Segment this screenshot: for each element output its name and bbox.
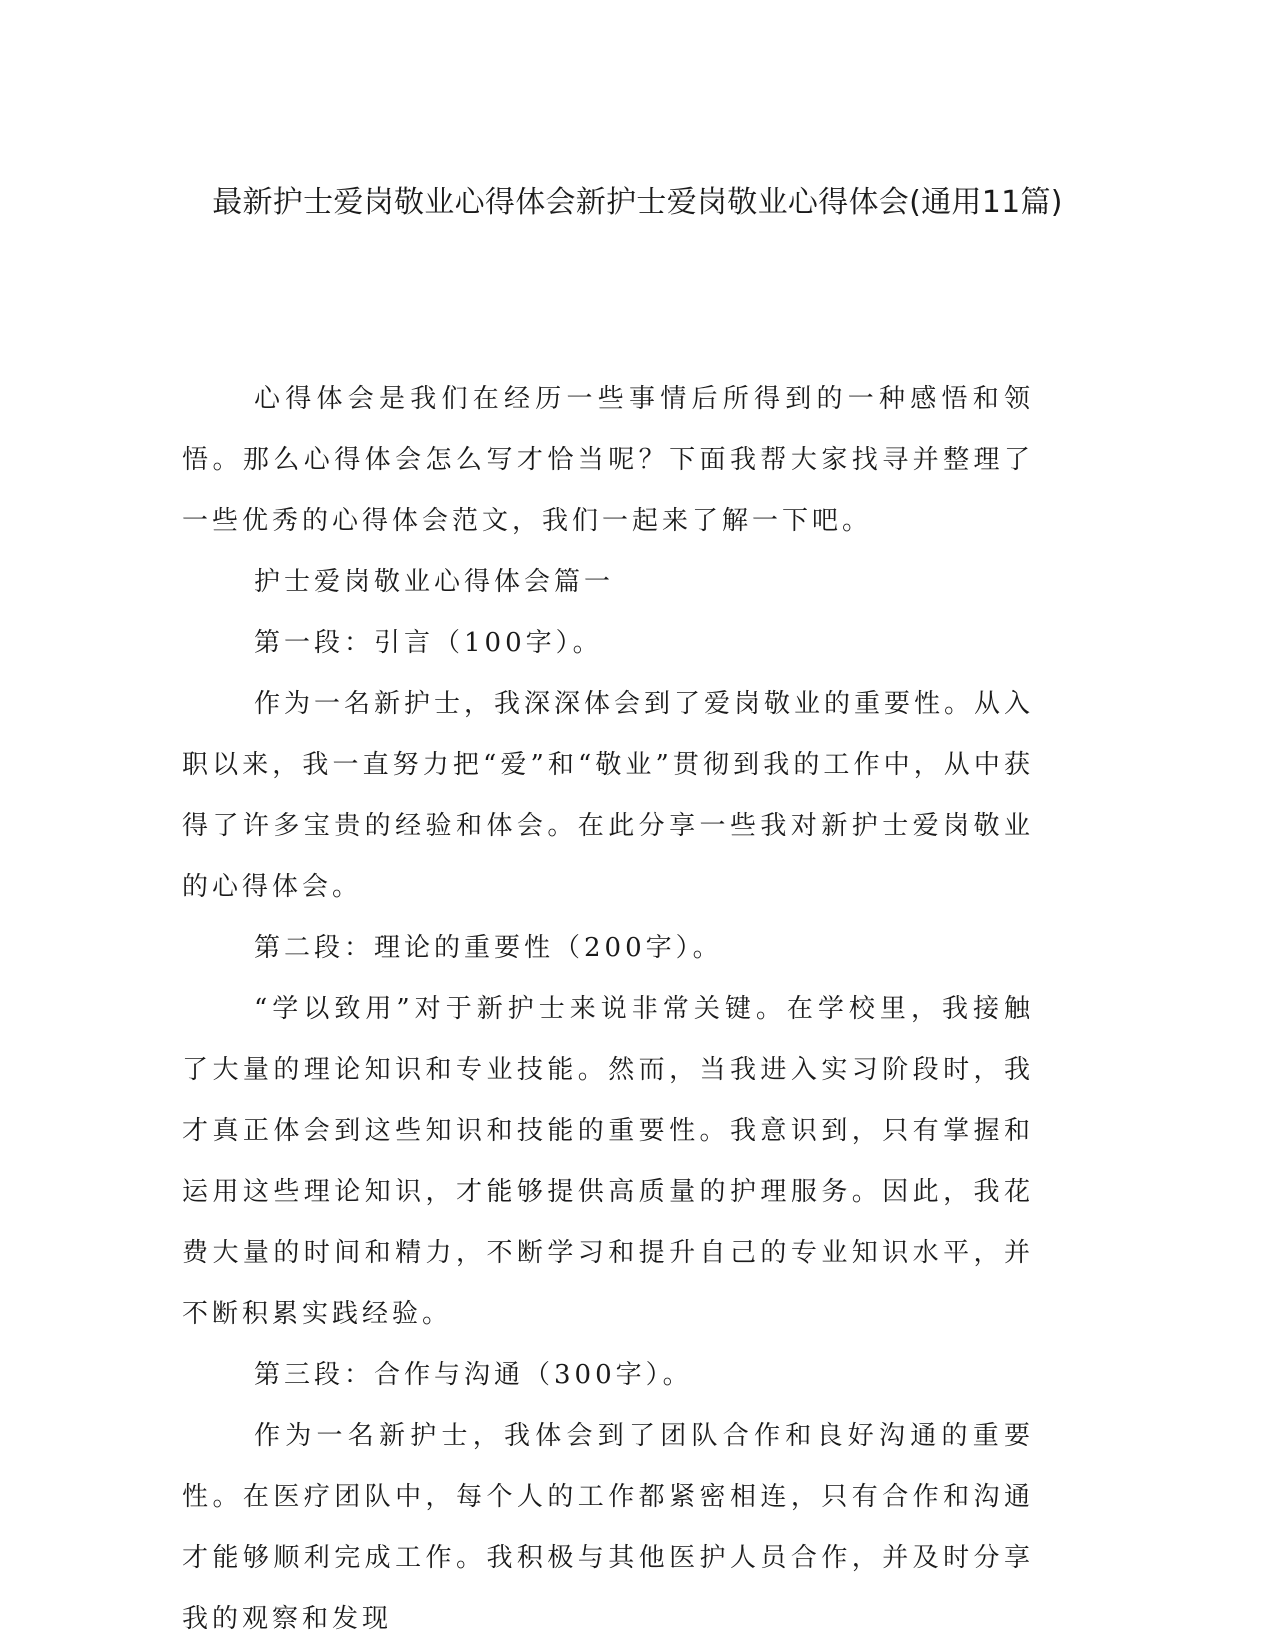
paragraph-3: 作为一名新护士，我体会到了团队合作和良好沟通的重要性。在医疗团队中，每个人的工作都紧密相连，只有合作和沟通才能够顺利完成工作。我积极与其他医护人员合作，并及时分享我的观察和发现	[182, 1421, 1034, 1634]
document-body	[182, 369, 1034, 1650]
section-heading-part-one: 护士爱岗敬业心得体会篇一	[254, 567, 615, 597]
paragraph-heading-3: 第三段：合作与沟通（300字）。	[254, 1360, 693, 1390]
document-title: 最新护士爱岗敬业心得体会新护士爱岗敬业心得体会(通用11篇)	[212, 185, 1063, 220]
intro-paragraph: 心得体会是我们在经历一些事情后所得到的一种感悟和领悟。那么心得体会怎么写才恰当呢？下面我帮大家找寻并整理了一些优秀的心得体会范文，我们一起来了解一下吧。	[182, 384, 1034, 536]
paragraph-2: “学以致用”对于新护士来说非常关键。在学校里，我接触了大量的理论知识和专业技能。然而，当我进入实习阶段时，我才真正体会到这些知识和技能的重要性。我意识到，只有掌握和运用这些理论知识，才能够提供高质量的护理服务。因此，我花费大量的时间和精力，不断学习和提升自己的专业知识水平，并不断积累实践经验。	[182, 994, 1034, 1329]
paragraph-heading-2: 第二段：理论的重要性（200字）。	[254, 933, 723, 963]
paragraph-heading-1: 第一段：引言（100字）。	[254, 628, 603, 658]
paragraph-1: 作为一名新护士，我深深体会到了爱岗敬业的重要性。从入职以来，我一直努力把“爱”和“敬业”贯彻到我的工作中，从中获得了许多宝贵的经验和体会。在此分享一些我对新护士爱岗敬业的心得体会。	[182, 689, 1035, 902]
